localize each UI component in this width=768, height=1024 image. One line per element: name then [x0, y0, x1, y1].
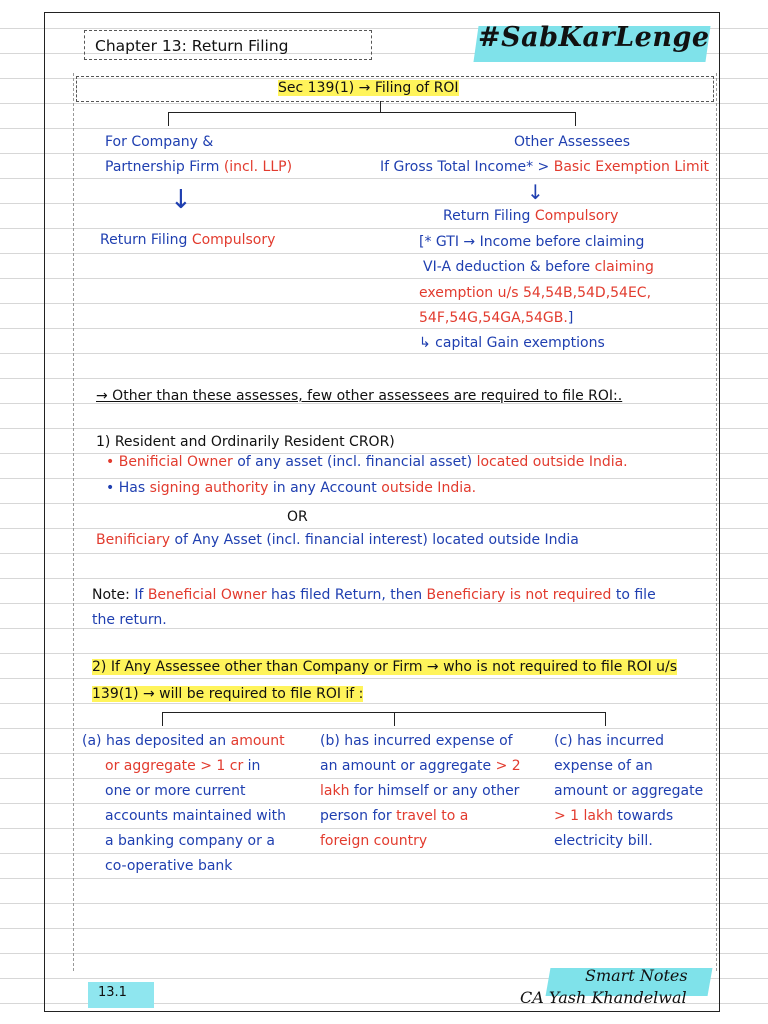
cond-b-line3: lakh for himself or any other — [320, 783, 520, 799]
chapter-title: Chapter 13: Return Filing — [84, 30, 372, 60]
tree-branch — [168, 112, 576, 113]
signature-line2: CA Yash Khandelwal — [520, 988, 687, 1007]
right-branch-result: Return Filing Compulsory — [443, 208, 619, 224]
note-line2: the return. — [92, 612, 167, 628]
cond-c-line3: amount or aggregate — [554, 783, 704, 799]
cond-a-line4: accounts maintained with — [105, 808, 286, 824]
cond-a-line2: or aggregate > 1 cr in — [105, 758, 261, 774]
page-number: 13.1 — [98, 985, 127, 1000]
cond-a-line1: (a) has deposited an amount — [82, 733, 285, 749]
gti-note-line3: exemption u/s 54,54B,54D,54EC, — [419, 285, 652, 301]
cond-a-line3: one or more current — [105, 783, 246, 799]
point1-bullet2: • Has signing authority in any Account outside India. — [106, 480, 477, 496]
other-than-heading: → Other than these assesses, few other assessees are required to file ROI:. — [96, 388, 623, 404]
tree2-left-drop — [162, 712, 163, 726]
note-line1: Note: If Beneficial Owner has filed Return, then Beneficiary is not required to file — [92, 587, 656, 603]
left-branch-line2: Partnership Firm (incl. LLP) — [105, 159, 293, 175]
section-heading: Sec 139(1) → Filing of ROI — [278, 80, 459, 96]
tree2-mid-drop — [394, 712, 395, 726]
right-arrow-icon: ↓ — [527, 180, 544, 204]
cond-c-line1: (c) has incurred — [554, 733, 665, 749]
left-branch-line1: For Company & — [105, 134, 214, 150]
cond-c-line2: expense of an — [554, 758, 653, 774]
tree2-branch — [162, 712, 606, 713]
beneficiary-line: Benificiary of Any Asset (incl. financial interest) located outside India — [96, 532, 579, 548]
cond-c-line4: > 1 lakh towards — [554, 808, 674, 824]
cond-b-line5: foreign country — [320, 833, 428, 849]
point2-line2: 139(1) → will be required to file ROI if : — [92, 686, 364, 702]
gti-note-line1: [* GTI → Income before claiming — [419, 234, 645, 250]
cond-c-line5: electricity bill. — [554, 833, 653, 849]
left-branch-result: Return Filing Compulsory — [100, 232, 276, 248]
cond-b-line4: person for travel to a — [320, 808, 469, 824]
cond-b-line2: an amount or aggregate > 2 — [320, 758, 521, 774]
signature-line1: Smart Notes — [585, 966, 688, 985]
hashtag-text: #SabKarLenge — [478, 22, 710, 53]
right-branch-line1: Other Assessees — [514, 134, 631, 150]
tree-left-drop — [168, 112, 169, 126]
tree2-right-drop — [605, 712, 606, 726]
gti-note-line5: ↳ capital Gain exemptions — [419, 335, 605, 351]
gti-note-line2: VI-A deduction & before claiming — [423, 259, 654, 275]
point2-line1: 2) If Any Assessee other than Company or Firm → who is not required to file ROI u/s — [92, 659, 678, 675]
or-separator: OR — [287, 509, 308, 525]
right-branch-line2: If Gross Total Income* > Basic Exemption Limit — [380, 159, 710, 175]
cond-a-line5: a banking company or a — [105, 833, 275, 849]
gti-note-line4: 54F,54G,54GA,54GB.] — [419, 310, 574, 326]
tree-right-drop — [575, 112, 576, 126]
left-arrow-icon: ↓ — [170, 185, 192, 215]
point1-heading: 1) Resident and Ordinarily Resident CROR) — [96, 434, 395, 450]
cond-b-line1: (b) has incurred expense of — [320, 733, 513, 749]
point1-bullet1: • Benificial Owner of any asset (incl. financial asset) located outside India. — [106, 454, 628, 470]
cond-a-line6: co-operative bank — [105, 858, 233, 874]
